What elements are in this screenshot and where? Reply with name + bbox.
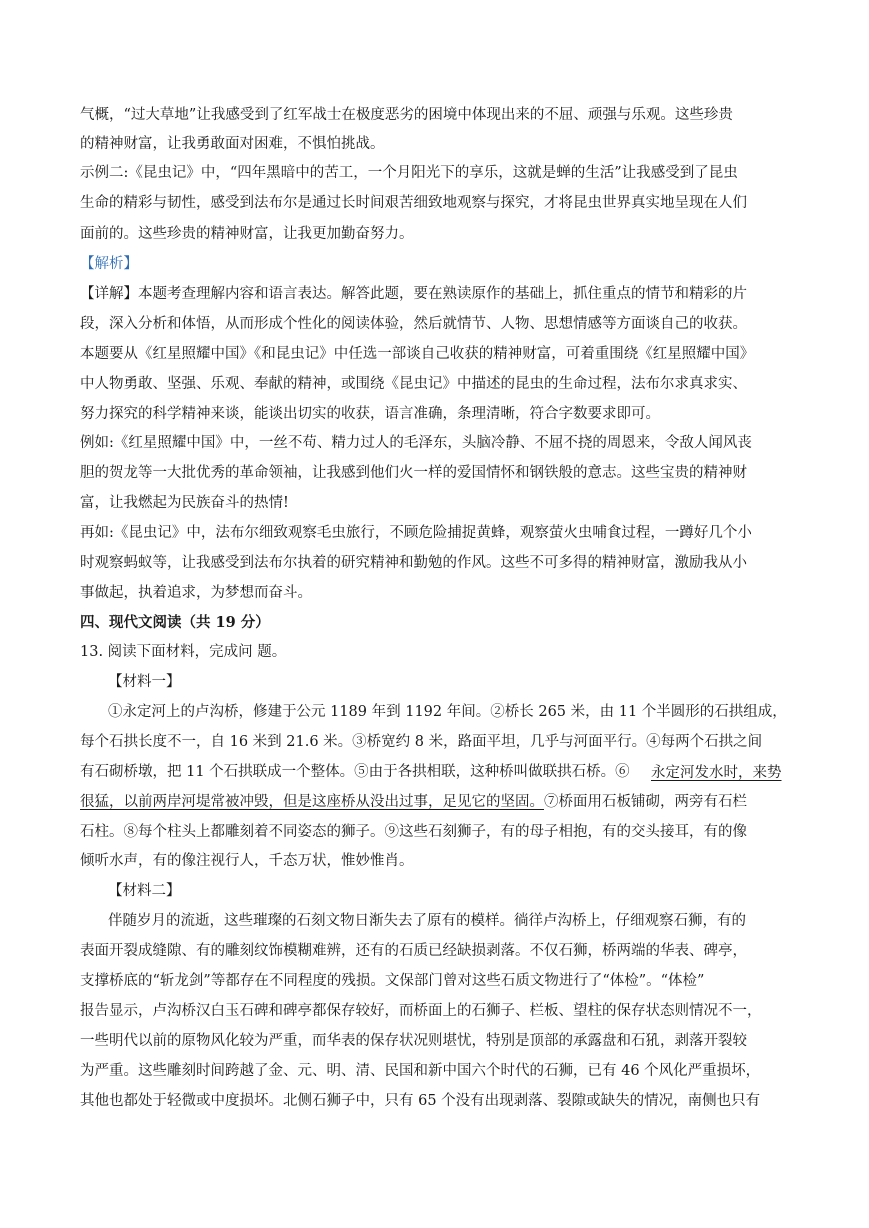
text-line: 气概，“过大草地”让我感受到了红军战士在极度恶劣的困境中体现出来的不屈、顽强与乐观。这些珍贵 xyxy=(80,107,733,123)
text-line: 石柱。⑧每个柱头上都雕刻着不同姿态的狮子。⑨这些石刻狮子，有的母子相抱，有的交头接耳，有的像 xyxy=(80,824,747,840)
underlined-text: 永定河发水时，来势 xyxy=(651,765,782,781)
text-line: 例如:《红星照耀中国》中，一丝不苟、精力过人的毛泽东，头脑冷静、不屈不挠的周恩来，令敌人闻风丧 xyxy=(80,435,752,451)
analysis-label: 【解析】 xyxy=(80,256,138,272)
text-line: 每个石拱长度不一，自 16 米到 21.6 米。③桥宽约 8 米，路面平坦，几乎与河面平行。④每两个石拱之间 xyxy=(80,734,763,750)
question-line: 13. 阅读下面材料，完成问 题。 xyxy=(80,644,287,660)
text-line: 支撑桥底的“斩龙剑”等都存在不同程度的残损。文保部门曾对这些石质文物进行了“体检”。“体检” xyxy=(80,973,705,989)
text-line: ①永定河上的卢沟桥，修建于公元 1189 年到 1192 年间。②桥长 265 米，由 11 个半圆形的石拱组成， xyxy=(108,704,787,720)
underlined-text: 很猛，以前两岸河堤常被冲毁，但是这座桥从没出过事，足见它的坚固。 xyxy=(80,794,544,810)
text-line: 胆的贺龙等一大批优秀的革命领袖，让我感到他们火一样的爱国情怀和钢铁般的意志。这些宝贵的精神财 xyxy=(80,465,747,481)
text-line: 时观察蚂蚁等，让我感受到法布尔执着的研究精神和勤勉的作风。这些不可多得的精神财富，激励我从小 xyxy=(80,555,747,571)
text-line: 示例二:《昆虫记》中，“四年黑暗中的苦工，一个月阳光下的享乐，这就是蝉的生活”让我感受到了昆虫 xyxy=(80,165,738,181)
text-line: 生命的精彩与韧性，感受到法布尔是通过长时间艰苦细致地观察与探究，才将昆虫世界真实地呈现在人们 xyxy=(80,195,747,211)
text-line: 【详解】本题考查理解内容和语言表达。解答此题，要在熟读原作的基础上，抓住重点的情节和精彩的片 xyxy=(80,286,747,302)
text-line: 有石砌桥墩，把 11 个石拱联成一个整体。⑤由于各拱相联，这种桥叫做联拱石桥。⑥ xyxy=(80,764,630,780)
text-line: 倾听水声，有的像注视行人，千态万状，惟妙惟肖。 xyxy=(80,853,414,869)
text-line: 表面开裂成缝隙、有的雕刻纹饰模糊难辨，还有的石质已经缺损剥落。不仅石狮，桥两端的华表、碑亭， xyxy=(80,943,747,959)
text-line: 再如:《昆虫记》中，法布尔细致观察毛虫旅行，不顾危险捕捉黄蜂，观察萤火虫哺食过程，一蹲好几个小 xyxy=(80,525,752,541)
text-line: 其他也都处于轻微或中度损坏。北侧石狮子中，只有 65 个没有出现剥落、裂隙或缺失的情况，南侧也只有 xyxy=(80,1093,761,1109)
text-line: 努力探究的科学精神来谈，能谈出切实的收获，语言准确，条理清晰，符合字数要求即可。 xyxy=(80,406,660,422)
text-line: 伴随岁月的流逝，这些璀璨的石刻文物日渐失去了原有的模样。徜徉卢沟桥上，仔细观察石狮，有的 xyxy=(108,913,746,929)
text-line: 一些明代以前的原物风化较为严重，而华表的保存状况则堪忧，特别是顶部的承露盘和石犼，剥落开裂较 xyxy=(80,1033,747,1049)
text-line: 事做起，执着追求，为梦想而奋斗。 xyxy=(80,585,312,601)
text-line: 报告显示，卢沟桥汉白玉石碑和碑亭都保存较好，而桥面上的石狮子、栏板、望柱的保存状态则情况不一， xyxy=(80,1003,762,1019)
text-line: 很猛，以前两岸河堤常被冲毁，但是这座桥从没出过事，足见它的坚固。⑦桥面用石板铺砌，两旁有石栏 xyxy=(80,794,747,810)
text-line: 段，深入分析和体悟，从而形成个性化的阅读体验，然后就情节、人物、思想情感等方面谈自己的收获。 xyxy=(80,316,747,332)
text-line: 面前的。这些珍贵的精神财富，让我更加勤奋努力。 xyxy=(80,226,414,242)
text-line: 富，让我燃起为民族奋斗的热情! xyxy=(80,495,289,511)
text-line: 中人物勇敢、坚强、乐观、奉献的精神，或围绕《昆虫记》中描述的昆虫的生命过程，法布尔求真求实、 xyxy=(80,376,747,392)
section-heading: 四、现代文阅读（共 19 分） xyxy=(80,614,270,631)
material-label: 【材料一】 xyxy=(108,674,181,690)
text-line: 本题要从《红星照耀中国》《和昆虫记》中任选一部谈自己收获的精神财富，可着重围绕《红星照耀中国》 xyxy=(80,346,755,362)
text-line: 的精神财富，让我勇敢面对困难，不惧怕挑战。 xyxy=(80,136,385,152)
material-label: 【材料二】 xyxy=(108,883,181,899)
text-line: 为严重。这些雕刻时间跨越了金、元、明、清、民国和新中国六个时代的石狮，已有 46 个风化严重损坏， xyxy=(80,1063,761,1079)
